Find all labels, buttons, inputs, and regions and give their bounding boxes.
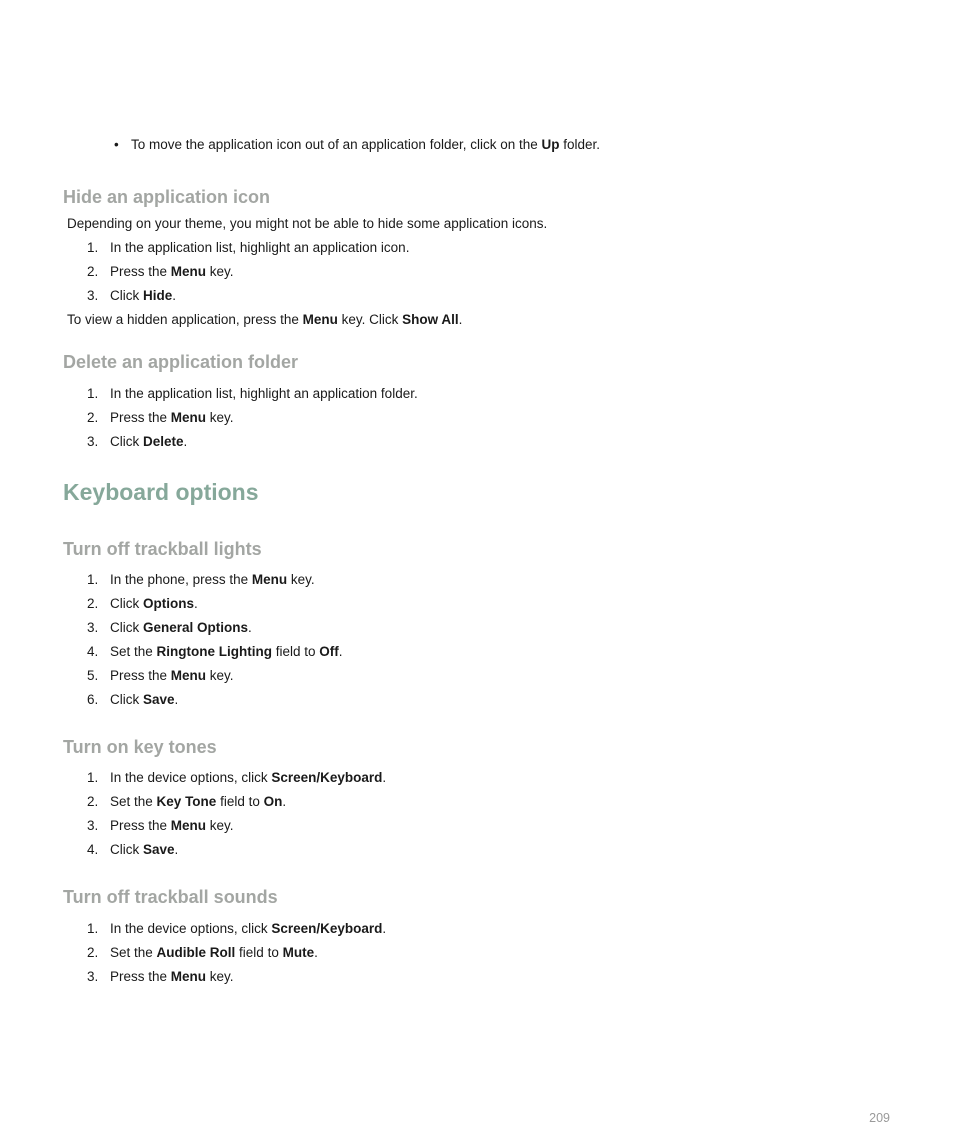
list-item: [0, 288, 954, 308]
text-segment: .: [338, 644, 343, 659]
list-item: [0, 818, 954, 838]
list-item: [0, 794, 954, 814]
text-segment: .: [382, 921, 387, 936]
text-segment: Press the: [110, 969, 171, 984]
text-segment: In the application list, highlight an application icon.: [110, 240, 410, 255]
list-item: [0, 572, 954, 592]
step-text: [110, 572, 315, 587]
list-item: [0, 969, 954, 989]
hide-icon-note: [67, 312, 462, 327]
chapter-heading-keyboard-options: Keyboard options: [63, 479, 259, 505]
heading-hide-icon: Hide an application icon: [63, 187, 271, 207]
step-number: 3.: [87, 818, 99, 833]
step-text: [110, 945, 318, 960]
text-segment: To move the application icon out of an application folder, click on the: [131, 137, 542, 152]
list-item: [0, 620, 954, 640]
list-item: [0, 644, 954, 664]
bullet-marker: •: [114, 137, 119, 152]
step-text: [110, 692, 178, 707]
bold-term: Off: [319, 644, 339, 659]
text-segment: .: [248, 620, 252, 635]
text-segment: key.: [206, 818, 234, 833]
bold-term: Menu: [251, 572, 288, 587]
step-text: [110, 596, 198, 611]
bold-term: Menu: [170, 264, 207, 279]
step-text: [110, 240, 409, 255]
list-item: [0, 842, 954, 862]
bold-term: Options: [143, 596, 194, 611]
text-segment: Set the: [110, 644, 157, 659]
step-text: [110, 794, 286, 809]
text-segment: Set the: [110, 945, 157, 960]
list-item: [0, 692, 954, 712]
page-number: 209: [869, 1111, 890, 1125]
step-text: [110, 410, 234, 425]
list-item: [0, 240, 954, 260]
text-segment: key. Click: [337, 312, 403, 327]
step-number: 4.: [87, 842, 99, 857]
step-number: 2.: [87, 794, 99, 809]
text-segment: key.: [206, 668, 234, 683]
text-segment: .: [172, 288, 177, 303]
list-item: [0, 386, 954, 406]
list-item: [0, 410, 954, 430]
text-segment: key.: [206, 410, 234, 425]
heading-delete-folder: Delete an application folder: [63, 352, 299, 372]
step-number: 1.: [87, 386, 99, 401]
heading-trackball-sounds: Turn off trackball sounds: [63, 887, 278, 907]
list-item: [0, 668, 954, 688]
step-text: [110, 644, 343, 659]
text-segment: Press the: [110, 264, 171, 279]
text-segment: Click: [110, 620, 143, 635]
bold-term: Menu: [170, 969, 207, 984]
bold-term: General Options: [143, 620, 249, 635]
bold-term: Menu: [302, 312, 338, 327]
bold-term: Save: [143, 692, 175, 707]
step-number: 5.: [87, 668, 99, 683]
step-text: [110, 620, 252, 635]
heading-key-tones: Turn on key tones: [63, 737, 217, 757]
text-segment: Click: [110, 288, 143, 303]
list-item: [0, 770, 954, 790]
text-segment: In the phone, press the: [110, 572, 252, 587]
text-segment: .: [282, 794, 287, 809]
bold-term: Menu: [170, 668, 207, 683]
text-segment: .: [183, 434, 188, 449]
heading-trackball-lights: Turn off trackball lights: [63, 539, 262, 559]
text-segment: Click: [110, 842, 143, 857]
text-segment: key.: [206, 969, 234, 984]
bold-term: Show All: [402, 312, 459, 327]
step-number: 1.: [87, 240, 99, 255]
list-item: [0, 596, 954, 616]
list-item: [0, 945, 954, 965]
step-number: 3.: [87, 620, 99, 635]
text-segment: key.: [206, 264, 234, 279]
step-text: [110, 264, 234, 279]
bold-term: Hide: [143, 288, 173, 303]
step-number: 2.: [87, 596, 99, 611]
step-number: 1.: [87, 921, 99, 936]
text-segment: .: [314, 945, 318, 960]
step-number: 4.: [87, 644, 99, 659]
bold-term: Save: [143, 842, 175, 857]
step-number: 1.: [87, 770, 99, 785]
intro-bullet-text: [131, 137, 600, 152]
step-text: [110, 818, 234, 833]
step-number: 2.: [87, 410, 99, 425]
list-item: [0, 264, 954, 284]
step-number: 2.: [87, 264, 99, 279]
bold-term: Menu: [170, 818, 207, 833]
text-segment: Click: [110, 692, 143, 707]
text-segment: key.: [287, 572, 315, 587]
list-item: [0, 434, 954, 454]
text-segment: Press the: [110, 668, 171, 683]
step-text: [110, 842, 178, 857]
text-segment: .: [194, 596, 198, 611]
step-number: 3.: [87, 434, 99, 449]
list-item: [0, 921, 954, 941]
step-text: [110, 969, 234, 984]
step-number: 3.: [87, 288, 99, 303]
text-segment: .: [174, 842, 179, 857]
step-text: [110, 770, 386, 785]
step-text: [110, 668, 234, 683]
bold-term: Menu: [170, 410, 207, 425]
text-segment: .: [174, 692, 179, 707]
bold-term: On: [263, 794, 283, 809]
text-segment: In the device options, click: [110, 921, 272, 936]
step-number: 2.: [87, 945, 99, 960]
text-segment: field to: [235, 945, 283, 960]
step-number: 3.: [87, 969, 99, 984]
step-text: [110, 386, 418, 401]
bold-term: Delete: [143, 434, 184, 449]
bold-term: Up: [541, 137, 560, 152]
text-segment: field to: [216, 794, 264, 809]
text-segment: Press the: [110, 410, 171, 425]
text-segment: Click: [110, 434, 143, 449]
step-text: [110, 288, 176, 303]
step-number: 6.: [87, 692, 99, 707]
text-segment: To view a hidden application, press the: [67, 312, 303, 327]
text-segment: field to: [272, 644, 320, 659]
text-segment: .: [382, 770, 387, 785]
bold-term: Ringtone Lighting: [156, 644, 273, 659]
bold-term: Screen/Keyboard: [271, 770, 383, 785]
step-text: [110, 434, 187, 449]
bold-term: Mute: [282, 945, 315, 960]
text-segment: Press the: [110, 818, 171, 833]
bold-term: Screen/Keyboard: [271, 921, 383, 936]
step-number: 1.: [87, 572, 99, 587]
text-segment: In the device options, click: [110, 770, 272, 785]
hide-icon-intro: Depending on your theme, you might not be able to hide some application icons.: [67, 216, 548, 231]
bold-term: Key Tone: [156, 794, 217, 809]
text-segment: folder.: [559, 137, 601, 152]
text-segment: Click: [110, 596, 143, 611]
text-segment: .: [458, 312, 463, 327]
text-segment: In the application list, highlight an application folder.: [110, 386, 418, 401]
step-text: [110, 921, 386, 936]
bold-term: Audible Roll: [156, 945, 236, 960]
text-segment: Set the: [110, 794, 157, 809]
